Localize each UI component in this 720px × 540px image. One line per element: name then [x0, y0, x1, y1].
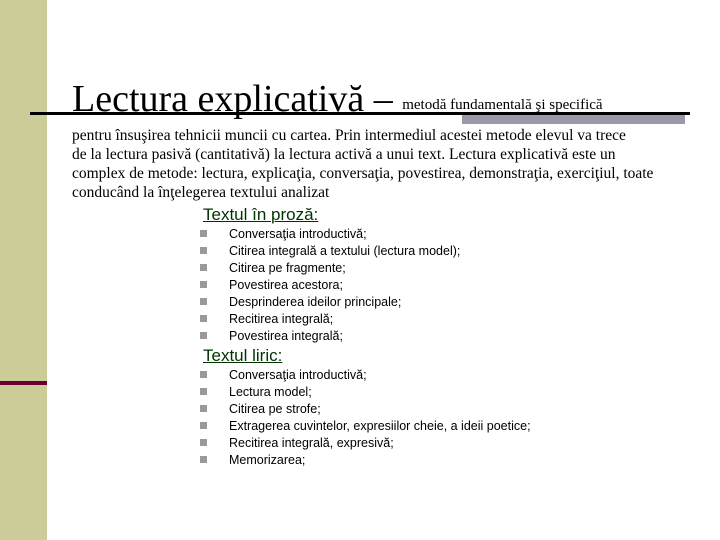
intro-paragraph [72, 126, 712, 202]
intro-line: de la lectura pasivă (cantitativă) la lectura activă a unui text. Lectura explicativă este un [72, 146, 616, 163]
list-item [200, 367, 531, 384]
list-item [200, 277, 460, 294]
list-item [200, 418, 531, 435]
list-item [200, 384, 531, 401]
list-item [200, 243, 460, 260]
slide-title-sub: metodă fundamentală şi specifică [402, 97, 603, 113]
list-item [200, 226, 460, 243]
square-bullet-icon [200, 388, 207, 395]
list-item-label: Recitirea integrală, expresivă; [229, 436, 394, 450]
list-item-label: Recitirea integrală; [229, 312, 334, 326]
list-item-label: Memorizarea; [229, 453, 306, 467]
list-item-label: Citirea integrală a textului (lectura model); [229, 244, 461, 258]
square-bullet-icon [200, 371, 207, 378]
list-item-label: Conversaţia introductivă; [229, 368, 367, 382]
list-item-label: Conversaţia introductivă; [229, 227, 367, 241]
list-item-label: Povestirea acestora; [229, 278, 343, 292]
intro-line: conducând la înţelegerea textului analizat [72, 184, 330, 201]
lyric-steps-list [200, 367, 531, 469]
list-item-label: Desprinderea ideilor principale; [229, 295, 402, 309]
list-item-label: Citirea pe fragmente; [229, 261, 346, 275]
square-bullet-icon [200, 332, 207, 339]
square-bullet-icon [200, 264, 207, 271]
list-item-label: Lectura model; [229, 385, 312, 399]
intro-line: complex de metode: lectura, explicaţia, conversaţia, povestirea, demonstraţia, exerciţiul, toate [72, 165, 654, 182]
square-bullet-icon [200, 405, 207, 412]
list-item [200, 401, 531, 418]
list-item [200, 311, 460, 328]
left-decorative-bar [0, 0, 47, 540]
list-item [200, 260, 460, 277]
left-accent-rule [0, 381, 47, 385]
prose-section-heading: Textul în proză: [203, 205, 319, 224]
list-item [200, 452, 531, 469]
square-bullet-icon [200, 247, 207, 254]
slide-title-main: Lectura explicativă – [72, 78, 403, 120]
square-bullet-icon [200, 281, 207, 288]
square-bullet-icon [200, 230, 207, 237]
list-item-label: Extragerea cuvintelor, expresiilor cheie, a ideii poetice; [229, 419, 531, 433]
list-item [200, 294, 460, 311]
list-item-label: Citirea pe strofe; [229, 402, 321, 416]
list-item [200, 328, 460, 345]
square-bullet-icon [200, 315, 207, 322]
square-bullet-icon [200, 422, 207, 429]
intro-line: pentru însuşirea tehnicii muncii cu cartea. Prin intermediul acestei metode elevul va trece [72, 127, 626, 144]
lyric-section-heading: Textul liric: [203, 346, 283, 365]
list-item-label: Povestirea integrală; [229, 329, 343, 343]
square-bullet-icon [200, 298, 207, 305]
square-bullet-icon [200, 456, 207, 463]
prose-steps-list [200, 226, 460, 345]
slide-title [72, 76, 603, 130]
square-bullet-icon [200, 439, 207, 446]
list-item [200, 435, 531, 452]
